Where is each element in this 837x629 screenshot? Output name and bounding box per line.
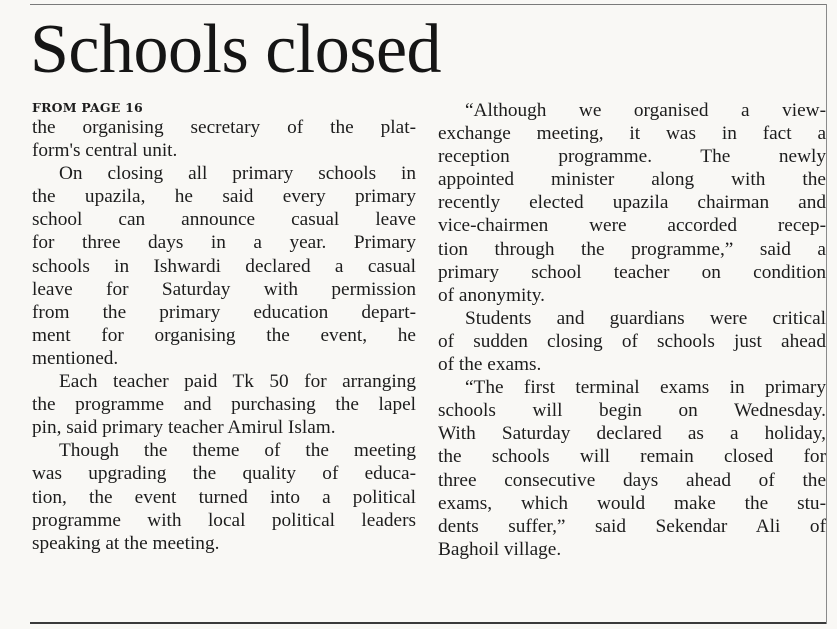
text-line: Though the theme of the meeting [59,440,416,462]
text-line: With Saturday declared as a holiday, [438,423,826,445]
text-line: form's central unit. [32,140,178,162]
text-line: of the exams. [438,354,542,376]
text-line: the organising secretary of the plat- [32,117,416,138]
right-border [826,4,827,624]
text-line: was upgrading the quality of educa- [32,463,416,485]
text-line: programme with local political leaders [32,509,416,531]
text-line: On closing all primary schools in [59,163,416,185]
text-line: schools will begin on Wednesday. [438,400,826,422]
text-line: Each teacher paid Tk 50 for arranging [59,371,416,393]
text-line: reception programme. The newly [438,146,826,168]
text-line: ment for organising the event, he [32,324,416,346]
text-line: of anonymity. [438,284,545,306]
text-line: mentioned. [32,347,119,369]
text-line: speaking at the meeting. [32,532,220,554]
continuation-kicker: FROM PAGE 16 [32,100,143,115]
text-line: schools in Ishwardi declared a casual [32,255,416,277]
text-line: primary school teacher on condition [438,261,826,283]
headline: Schools closed [30,11,442,88]
left-column-text [32,116,416,555]
text-line: pin, said primary teacher Amirul Islam. [32,417,336,439]
text-line: recently elected upazila chairman and [438,192,826,214]
text-line: exchange meeting, it was in fact a [438,123,826,145]
text-line: “Although we organised a view- [465,100,826,121]
text-line: for three days in a year. Primary [32,232,416,254]
text-line: tion through the programme,” said a [438,238,826,260]
top-rule [30,4,826,5]
text-line: appointed minister along with the [438,169,826,191]
text-line: dents suffer,” said Sekendar Ali of [438,515,826,537]
text-line: exams, which would make the stu- [438,492,826,514]
text-line: from the primary education depart- [32,301,416,323]
text-line: three consecutive days ahead of the [438,469,826,491]
right-column [438,99,826,561]
text-line: school can announce casual leave [32,209,416,231]
text-line: the schools will remain closed for [438,446,826,468]
text-line: vice-chairmen were accorded recep- [438,215,826,237]
text-line: Students and guardians were critical [465,307,826,329]
text-line: Baghoil village. [438,538,562,560]
right-column-text [438,99,826,561]
bottom-rule [30,622,826,624]
text-line: the programme and purchasing the lapel [32,394,416,416]
text-line: of sudden closing of schools just ahead [438,330,826,352]
text-line: the upazila, he said every primary [32,186,416,208]
left-column [32,99,416,555]
text-line: leave for Saturday with permission [32,278,416,300]
text-line: tion, the event turned into a political [32,486,416,508]
text-line: “The first terminal exams in primary [465,377,826,399]
